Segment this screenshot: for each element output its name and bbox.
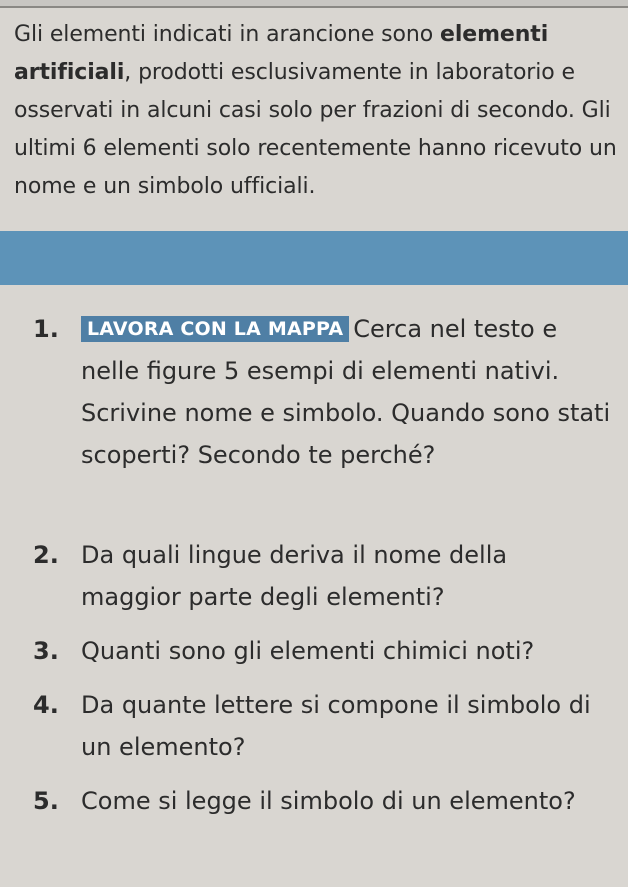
question-1 bbox=[33, 308, 613, 476]
lavora-con-la-mappa-badge: LAVORA CON LA MAPPA bbox=[81, 316, 349, 342]
question-2 bbox=[33, 534, 613, 618]
intro-text-start: Gli elementi indicati in arancione sono bbox=[14, 22, 440, 47]
question-text bbox=[81, 308, 613, 476]
question-text: Da quante lettere si compone il simbolo di un elemento? bbox=[81, 691, 591, 761]
question-text: Da quali lingue deriva il nome della maggior parte degli elementi? bbox=[81, 541, 508, 611]
intro-text-end: , prodotti esclusivamente in laboratorio e osservati in alcuni casi solo per frazioni di secondo. Gli ultimi 6 elementi solo recentemente hanno ricevuto un nome e un simbolo ufficiali. bbox=[14, 60, 617, 199]
intro-paragraph bbox=[14, 16, 618, 206]
intro-bold-term: elementi artificiali bbox=[14, 22, 549, 85]
question-4 bbox=[33, 684, 613, 768]
page-top-edge bbox=[0, 0, 628, 8]
question-number: 1. bbox=[33, 315, 59, 343]
question-5 bbox=[33, 780, 613, 822]
question-text: Come si legge il simbolo di un elemento? bbox=[81, 787, 576, 815]
question-3 bbox=[33, 630, 613, 672]
question-text: Quanti sono gli elementi chimici noti? bbox=[81, 637, 535, 665]
section-band bbox=[0, 231, 628, 285]
question-number: 2. bbox=[33, 541, 59, 569]
question-number: 5. bbox=[33, 787, 59, 815]
question-number: 3. bbox=[33, 637, 59, 665]
question-number: 4. bbox=[33, 691, 59, 719]
question-1-body: Cerca nel testo e nelle figure 5 esempi di elementi nativi. Scrivine nome e simbolo. Quando sono stati scoperti? Secondo te perché? bbox=[81, 315, 611, 469]
